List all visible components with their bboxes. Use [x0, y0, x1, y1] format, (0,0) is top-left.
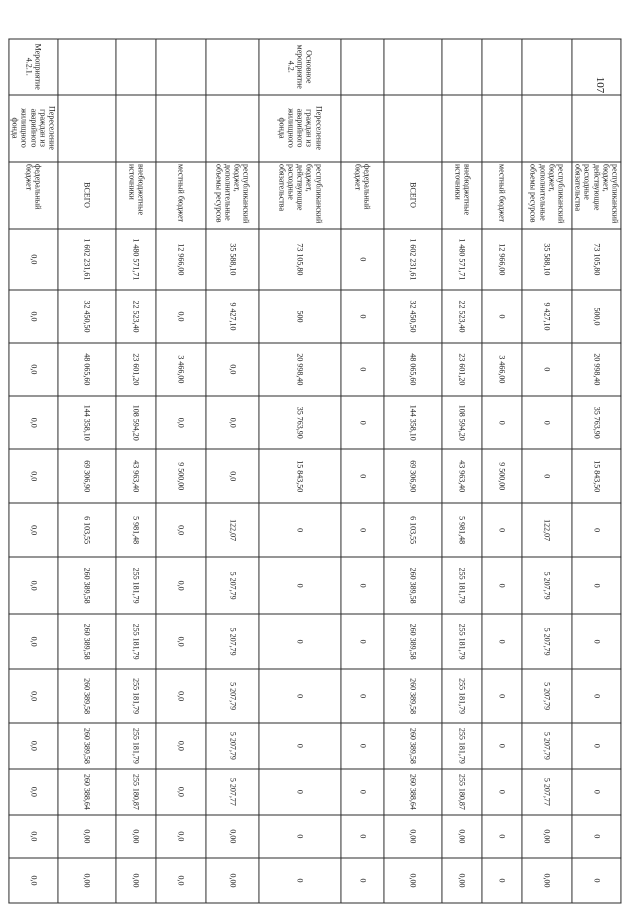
budget-table [8, 38, 621, 903]
value-cell: 5 207,79 [522, 669, 572, 722]
value-cell: 20 998,40 [572, 342, 621, 395]
table-row [442, 39, 482, 903]
value-cell: 144 358,10 [58, 396, 116, 449]
value-cell: 260 389,58 [384, 613, 442, 669]
funding-source-cell: местный бюджет [156, 161, 206, 228]
value-cell: 0,0 [156, 669, 206, 722]
value-cell: 43 963,40 [442, 449, 482, 502]
value-cell: 260 389,58 [58, 613, 116, 669]
event-name-cell: Переселение граждан из аварийного жилищного фонда [259, 94, 341, 161]
event-cell [442, 39, 482, 95]
event-name-cell [58, 94, 116, 161]
value-cell: 6 103,55 [384, 502, 442, 556]
value-cell: 0 [341, 857, 384, 902]
event-cell [384, 39, 442, 95]
value-cell: 255 181,79 [116, 669, 156, 722]
value-cell: 0,0 [9, 557, 58, 614]
value-cell: 3 466,00 [482, 342, 522, 395]
event-cell [572, 39, 621, 95]
funding-source-cell: федеральный бюджет [341, 161, 384, 228]
value-cell: 0,0 [9, 857, 58, 902]
value-cell: 0,0 [9, 449, 58, 502]
value-cell: 255 181,79 [442, 557, 482, 614]
event-cell [482, 39, 522, 95]
value-cell: 35 763,90 [259, 396, 341, 449]
value-cell: 0 [341, 449, 384, 502]
value-cell: 0,0 [156, 768, 206, 814]
value-cell: 5 207,79 [206, 722, 259, 768]
value-cell: 0 [572, 557, 621, 614]
value-cell: 0 [482, 290, 522, 342]
funding-source-cell: местный бюджет [482, 161, 522, 228]
value-cell: 0 [482, 857, 522, 902]
value-cell: 0 [572, 613, 621, 669]
value-cell: 0,0 [156, 557, 206, 614]
table-row [482, 39, 522, 903]
value-cell: 0 [341, 290, 384, 342]
value-cell: 9 500,00 [482, 449, 522, 502]
value-cell: 260 388,64 [58, 768, 116, 814]
value-cell: 5 207,79 [206, 613, 259, 669]
value-cell: 0 [259, 613, 341, 669]
value-cell: 255 180,87 [116, 768, 156, 814]
value-cell: 0,00 [522, 814, 572, 857]
value-cell: 0,0 [156, 613, 206, 669]
value-cell: 260 389,58 [384, 557, 442, 614]
value-cell: 500 [259, 290, 341, 342]
value-cell: 69 306,90 [384, 449, 442, 502]
value-cell: 255 181,79 [442, 722, 482, 768]
value-cell: 0 [259, 557, 341, 614]
value-cell: 0,0 [206, 342, 259, 395]
value-cell: 0 [259, 857, 341, 902]
value-cell: 260 389,58 [384, 669, 442, 722]
event-name-cell: Переселение граждан из аварийного жилищного фонда [9, 94, 58, 161]
value-cell: 0 [341, 342, 384, 395]
event-cell [116, 39, 156, 95]
value-cell: 48 065,60 [384, 342, 442, 395]
value-cell: 0,0 [9, 613, 58, 669]
funding-source-cell: республиканский бюджет, дополнительные объемы ресурсов [206, 161, 259, 228]
value-cell: 255 181,79 [442, 669, 482, 722]
value-cell: 0 [572, 857, 621, 902]
value-cell: 5 207,79 [522, 722, 572, 768]
value-cell: 0,0 [156, 396, 206, 449]
event-cell: Мероприятие 4.2.1. [9, 39, 58, 95]
value-cell: 255 181,79 [116, 613, 156, 669]
value-cell: 108 594,20 [442, 396, 482, 449]
value-cell: 144 358,10 [384, 396, 442, 449]
value-cell: 108 594,20 [116, 396, 156, 449]
value-cell: 255 181,79 [116, 722, 156, 768]
table-row [9, 39, 58, 903]
value-cell: 0 [341, 814, 384, 857]
value-cell: 0,0 [206, 396, 259, 449]
funding-source-cell: ВСЕГО [384, 161, 442, 228]
value-cell: 0 [522, 449, 572, 502]
event-name-cell [482, 94, 522, 161]
value-cell: 0,0 [9, 768, 58, 814]
value-cell: 0,0 [156, 722, 206, 768]
value-cell: 0 [482, 502, 522, 556]
value-cell: 5 207,79 [206, 669, 259, 722]
event-name-cell [572, 94, 621, 161]
value-cell: 5 207,79 [522, 613, 572, 669]
value-cell: 0 [572, 669, 621, 722]
value-cell: 0 [341, 768, 384, 814]
value-cell: 260 389,58 [384, 722, 442, 768]
value-cell: 0,00 [58, 857, 116, 902]
value-cell: 260 388,64 [384, 768, 442, 814]
value-cell: 0,00 [442, 814, 482, 857]
value-cell: 5 207,79 [522, 557, 572, 614]
value-cell: 122,07 [206, 502, 259, 556]
page-number: 107 [594, 76, 606, 94]
value-cell: 0,00 [442, 857, 482, 902]
table-row [58, 39, 116, 903]
value-cell: 9 427,10 [206, 290, 259, 342]
value-cell: 22 523,40 [442, 290, 482, 342]
value-cell: 0,00 [384, 814, 442, 857]
event-name-cell [384, 94, 442, 161]
table-row [341, 39, 384, 903]
value-cell: 0 [482, 669, 522, 722]
value-cell: 0 [341, 396, 384, 449]
table-row [206, 39, 259, 903]
value-cell: 35 763,90 [572, 396, 621, 449]
value-cell: 0,0 [156, 290, 206, 342]
value-cell: 0 [259, 768, 341, 814]
value-cell: 32 450,50 [384, 290, 442, 342]
value-cell: 0,0 [9, 396, 58, 449]
table-row [384, 39, 442, 903]
value-cell: 0 [341, 722, 384, 768]
value-cell: 73 105,80 [259, 228, 341, 290]
value-cell: 35 588,10 [206, 228, 259, 290]
value-cell: 0 [259, 669, 341, 722]
value-cell: 0,0 [9, 502, 58, 556]
value-cell: 0 [482, 613, 522, 669]
value-cell: 48 065,60 [58, 342, 116, 395]
value-cell: 0 [522, 342, 572, 395]
value-cell: 1 602 231,61 [384, 228, 442, 290]
event-cell [206, 39, 259, 95]
table-row [156, 39, 206, 903]
value-cell: 0 [482, 396, 522, 449]
value-cell: 0,0 [9, 342, 58, 395]
value-cell: 0 [259, 814, 341, 857]
value-cell: 22 523,40 [116, 290, 156, 342]
value-cell: 5 207,79 [206, 557, 259, 614]
value-cell: 35 588,10 [522, 228, 572, 290]
value-cell: 5 207,77 [206, 768, 259, 814]
value-cell: 1 480 571,71 [442, 228, 482, 290]
event-cell [58, 39, 116, 95]
value-cell: 0,00 [206, 814, 259, 857]
value-cell: 73 105,80 [572, 228, 621, 290]
value-cell: 69 306,90 [58, 449, 116, 502]
funding-source-cell: федеральный бюджет [9, 161, 58, 228]
value-cell: 5 207,77 [522, 768, 572, 814]
value-cell: 3 466,00 [156, 342, 206, 395]
funding-source-cell: республиканский бюджет, дополнительные объемы ресурсов [522, 161, 572, 228]
value-cell: 0 [572, 814, 621, 857]
value-cell: 260 389,58 [58, 557, 116, 614]
value-cell: 12 966,00 [156, 228, 206, 290]
value-cell: 0 [482, 722, 522, 768]
value-cell: 23 601,20 [442, 342, 482, 395]
event-cell [341, 39, 384, 95]
value-cell: 32 450,50 [58, 290, 116, 342]
value-cell: 255 181,79 [116, 557, 156, 614]
funding-source-cell: республиканский бюджет, действующие расходные обязательства [572, 161, 621, 228]
value-cell: 15 843,50 [572, 449, 621, 502]
value-cell: 0,0 [9, 290, 58, 342]
value-cell: 260 389,58 [58, 669, 116, 722]
event-name-cell [206, 94, 259, 161]
value-cell: 0 [482, 814, 522, 857]
event-name-cell [442, 94, 482, 161]
value-cell: 260 389,58 [58, 722, 116, 768]
value-cell: 0,0 [206, 449, 259, 502]
event-name-cell [522, 94, 572, 161]
value-cell: 0 [572, 768, 621, 814]
value-cell: 0 [572, 502, 621, 556]
value-cell: 0,0 [9, 722, 58, 768]
value-cell: 0 [341, 502, 384, 556]
value-cell: 0 [482, 557, 522, 614]
value-cell: 12 966,00 [482, 228, 522, 290]
value-cell: 9 427,10 [522, 290, 572, 342]
value-cell: 1 480 571,71 [116, 228, 156, 290]
value-cell: 9 500,00 [156, 449, 206, 502]
event-name-cell [116, 94, 156, 161]
value-cell: 0,00 [522, 857, 572, 902]
value-cell: 43 963,40 [116, 449, 156, 502]
value-cell: 0,0 [156, 502, 206, 556]
value-cell: 0 [341, 669, 384, 722]
value-cell: 500,0 [572, 290, 621, 342]
value-cell: 0,0 [156, 814, 206, 857]
event-name-cell [156, 94, 206, 161]
value-cell: 0 [482, 768, 522, 814]
value-cell: 0 [522, 396, 572, 449]
table-row [522, 39, 572, 903]
value-cell: 0,0 [156, 857, 206, 902]
value-cell: 122,07 [522, 502, 572, 556]
value-cell: 1 602 231,61 [58, 228, 116, 290]
value-cell: 23 601,20 [116, 342, 156, 395]
value-cell: 0,0 [9, 228, 58, 290]
value-cell: 0 [341, 557, 384, 614]
value-cell: 0,00 [58, 814, 116, 857]
value-cell: 0,00 [384, 857, 442, 902]
funding-source-cell: ВСЕГО [58, 161, 116, 228]
value-cell: 0 [259, 502, 341, 556]
value-cell: 0,00 [116, 814, 156, 857]
value-cell: 0 [341, 613, 384, 669]
value-cell: 0 [572, 722, 621, 768]
value-cell: 0 [341, 228, 384, 290]
value-cell: 15 843,50 [259, 449, 341, 502]
value-cell: 255 181,79 [442, 613, 482, 669]
value-cell: 0,00 [206, 857, 259, 902]
value-cell: 0 [259, 722, 341, 768]
event-cell [522, 39, 572, 95]
event-cell [156, 39, 206, 95]
value-cell: 0,0 [9, 669, 58, 722]
value-cell: 0,0 [9, 814, 58, 857]
event-name-cell [341, 94, 384, 161]
value-cell: 5 981,48 [116, 502, 156, 556]
funding-source-cell: внебюджетные источники [442, 161, 482, 228]
table-row [259, 39, 341, 903]
table-row [116, 39, 156, 903]
value-cell: 20 998,40 [259, 342, 341, 395]
funding-source-cell: внебюджетные источники [116, 161, 156, 228]
value-cell: 5 981,48 [442, 502, 482, 556]
funding-source-cell: республиканский бюджет, действующие расходные обязательства [259, 161, 341, 228]
value-cell: 6 103,55 [58, 502, 116, 556]
value-cell: 255 180,87 [442, 768, 482, 814]
event-cell: Основное мероприятие 4.2. [259, 39, 341, 95]
value-cell: 0,00 [116, 857, 156, 902]
table-row [572, 39, 621, 903]
